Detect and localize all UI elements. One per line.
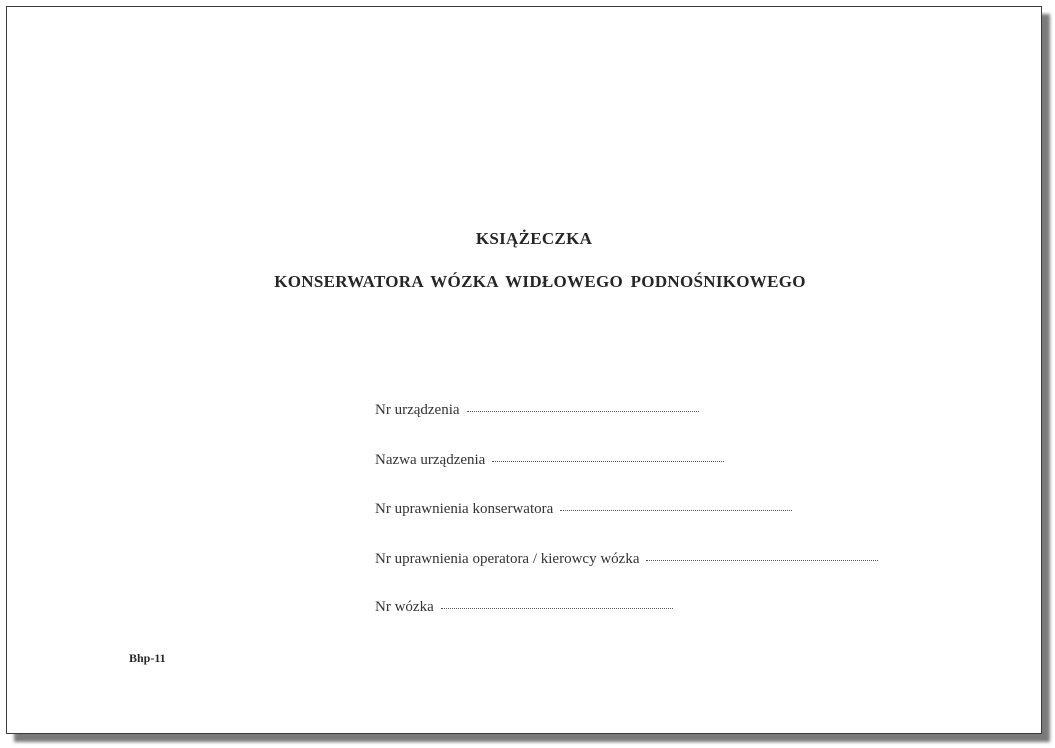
document-page <box>6 6 1042 734</box>
field-truck-number <box>375 599 673 616</box>
fill-in-line <box>467 410 699 412</box>
field-label: Nr uprawnienia operatora / kierowcy wózka <box>375 551 640 567</box>
fill-in-line <box>441 607 673 609</box>
field-label: Nazwa urządzenia <box>375 452 486 468</box>
document-subtitle: KONSERWATORA WÓZKA WIDŁOWEGO PODNOŚNIKOWEGO <box>274 272 806 291</box>
fill-in-line <box>492 460 724 462</box>
form-code: Bhp-11 <box>129 651 166 665</box>
document-title: KSIĄŻECZKA <box>475 229 593 248</box>
fill-in-line <box>560 509 792 511</box>
fill-in-line <box>646 559 878 561</box>
field-maintainer-license <box>375 501 792 518</box>
field-label: Nr urządzenia <box>375 402 460 418</box>
field-operator-license <box>375 551 878 568</box>
field-label: Nr uprawnienia konserwatora <box>375 501 554 517</box>
field-label: Nr wózka <box>375 599 434 615</box>
field-device-name <box>375 452 724 469</box>
field-device-number <box>375 402 699 419</box>
